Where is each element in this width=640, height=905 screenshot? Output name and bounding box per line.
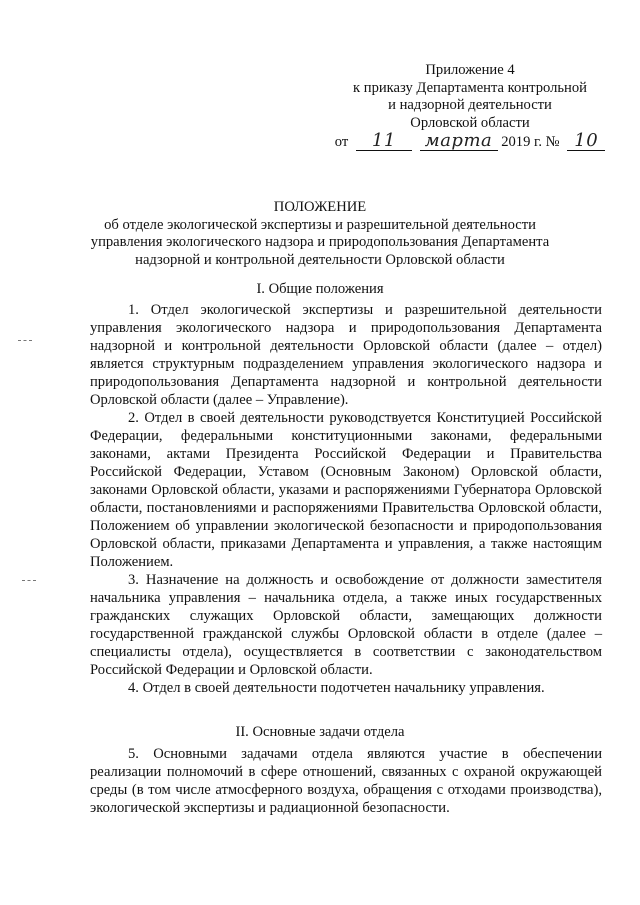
title-subtitle-3: надзорной и контрольной деятельности Орловской области [135, 251, 505, 268]
order-date-line [330, 130, 610, 152]
title-heading: ПОЛОЖЕНИЕ [273, 199, 367, 215]
appendix-order-ref-2: и надзорной деятельности [388, 97, 552, 113]
scan-margin-mark [22, 580, 36, 581]
appendix-order-ref: к приказу Департамента контрольной [353, 79, 587, 96]
handwritten-month: марта [420, 133, 498, 151]
paragraph-4: 4. Отдел в своей деятельности подотчетен начальнику управления. [128, 680, 545, 696]
date-prefix: от [334, 134, 349, 150]
appendix-region: Орловской области [410, 114, 530, 131]
year-and-number-label: 2019 г. № [501, 134, 560, 150]
appendix-number: Приложение 4 [425, 62, 515, 78]
title-subtitle-1: об отделе экологической экспертизы и разрешительной деятельности [104, 216, 536, 233]
appendix-block [330, 62, 610, 152]
paragraph-5: 5. Основными задачами отдела являются участие в обеспечении реализации полномочий в сфере отношений, связанных с охраной окружающей среды (в том числе атмосферного воздуха, обращения с отходами производства), экологической экспертизы и радиационной безопасности. [90, 746, 602, 816]
section-2-body [90, 745, 602, 817]
scan-margin-mark [18, 340, 32, 341]
section-2-heading: II. Основные задачи отдела [235, 724, 405, 740]
section-1-heading: I. Общие положения [256, 281, 384, 297]
paragraph-3: 3. Назначение на должность и освобождение от должности заместителя начальника управления – начальника отдела, а также иных государственных гражданских служащих Орловской области, замещающих должности государственной гражданской службы Орловской области в отделе (далее – специалисты отдела), осуществляется в соответствии с законодательством Российской Федерации и Орловской области. [90, 572, 602, 678]
document-title [90, 199, 550, 269]
section-1-body [90, 301, 602, 697]
paragraph-2: 2. Отдел в своей деятельности руководствуется Конституцией Российской Федерации, федеральными конституционными законами, федеральными законами, актами Президента Российской Федерации и Правительства Российской Федерации, Уставом (Основным Законом) Орловской области, законами Орловской области, указами и распоряжениями Губернатора Орловской области, постановлениями и распоряжениями Правительства Орловской области, Положением об управлении экологической безопасности и природопользования Орловской области, приказами Департамента и управления, а также настоящим Положением. [90, 410, 602, 570]
handwritten-order-number: 10 [567, 133, 605, 151]
handwritten-day: 11 [356, 133, 412, 151]
paragraph-1: 1. Отдел экологической экспертизы и разрешительной деятельности управления экологического надзора и природопользования Департамента надзорной и контрольной деятельности Орловской области (далее – отдел) является структурным подразделением управления экологического надзора и природопользования Департамента надзорной и контрольной деятельности Орловской области (далее – Управление). [90, 302, 602, 408]
title-subtitle-2: управления экологического надзора и природопользования Департамента [90, 234, 550, 250]
